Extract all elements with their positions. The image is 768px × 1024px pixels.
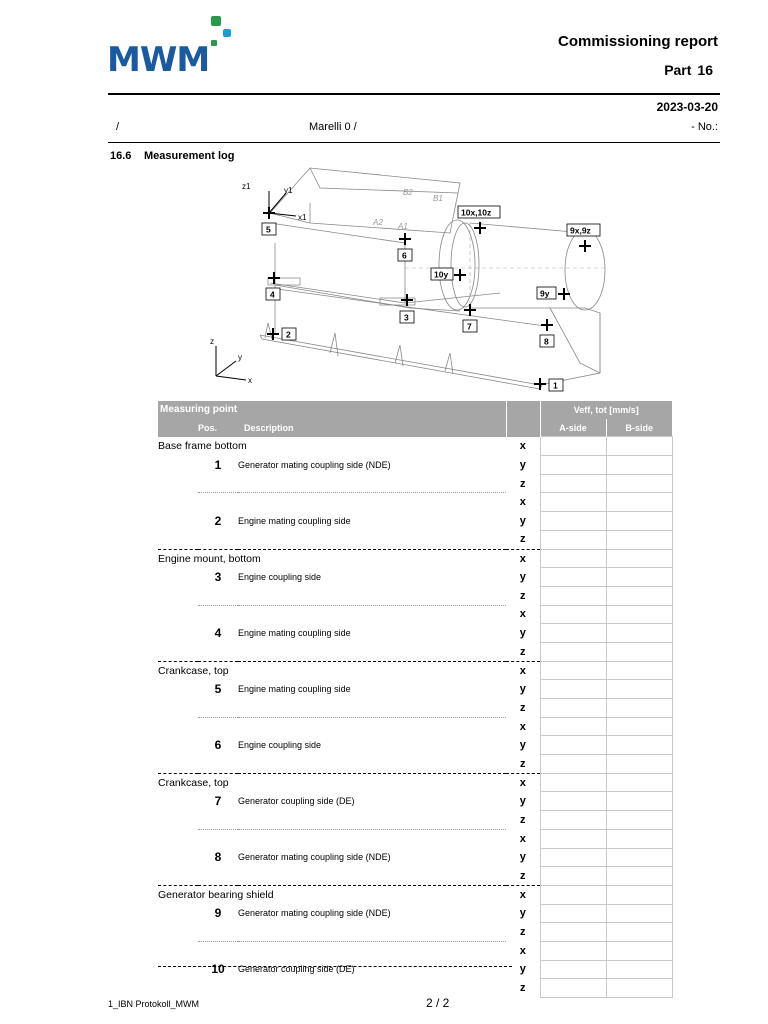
row-spacer <box>198 493 238 512</box>
label-p8: 8 <box>544 336 549 347</box>
axis-label: z <box>520 869 526 882</box>
label-p9xz: 9x,9z <box>570 225 591 236</box>
point-description: Engine mating coupling side <box>238 628 351 639</box>
part-label <box>664 62 713 78</box>
a-side-value-cell[interactable] <box>540 661 606 680</box>
table-row <box>158 493 672 512</box>
label-p7: 7 <box>467 321 472 332</box>
b-side-value-cell[interactable] <box>606 792 672 811</box>
table-row <box>158 568 672 587</box>
label-p2: 2 <box>286 329 291 340</box>
point-position: 6 <box>214 738 222 753</box>
section-number: 16.6 <box>110 150 132 162</box>
measurement-diagram <box>200 163 620 395</box>
table-row <box>158 549 672 568</box>
row-spacer <box>238 493 506 512</box>
axis-label: y <box>519 458 526 471</box>
row-spacer <box>238 941 506 960</box>
row-spacer <box>158 941 198 960</box>
header-blank <box>158 419 198 437</box>
axis-label: x <box>519 608 526 621</box>
logo-text: MWM <box>107 40 210 80</box>
label-p4: 4 <box>270 289 275 300</box>
axis-label: y <box>519 571 526 584</box>
point-description: Generator mating coupling side (NDE) <box>238 908 391 919</box>
row-spacer <box>198 829 238 848</box>
a-side-value-cell[interactable] <box>540 456 606 475</box>
row-spacer <box>238 605 506 624</box>
b-side-value-cell[interactable] <box>606 437 672 456</box>
axis-label: x <box>519 440 526 453</box>
label-x: x <box>248 376 252 385</box>
a-side-value-cell[interactable] <box>540 717 606 736</box>
axis-label: z <box>520 982 526 995</box>
point-position: 9 <box>214 906 222 921</box>
row-spacer <box>198 474 238 493</box>
row-spacer <box>238 923 506 942</box>
b-side-value-cell[interactable] <box>606 512 672 531</box>
footer-page-number: 2 / 2 <box>426 996 450 1010</box>
row-spacer <box>198 699 238 718</box>
table-row <box>158 717 672 736</box>
a-side-value-cell[interactable] <box>540 624 606 643</box>
axis-label: x <box>519 944 526 957</box>
table-row <box>158 941 672 960</box>
row-spacer <box>238 979 506 998</box>
label-p5: 5 <box>266 224 271 235</box>
meta-center: Marelli 0 / <box>309 121 357 133</box>
point-position: 1 <box>214 457 222 472</box>
axis-label: y <box>519 514 526 527</box>
row-spacer <box>198 605 238 624</box>
b-side-value-cell[interactable] <box>606 661 672 680</box>
a-side-value-cell[interactable] <box>540 474 606 493</box>
table-row <box>158 437 672 456</box>
row-spacer <box>198 941 238 960</box>
table-row <box>158 680 672 699</box>
point-position: 4 <box>214 626 222 641</box>
axis-label: z <box>520 533 526 546</box>
row-spacer <box>198 717 238 736</box>
table-row <box>158 530 672 549</box>
table-row <box>158 811 672 830</box>
row-spacer <box>158 736 198 755</box>
point-description: Engine mating coupling side <box>238 684 351 695</box>
measurement-table <box>158 401 673 998</box>
axis-label: z <box>520 589 526 602</box>
table-row <box>158 979 672 998</box>
label-p3: 3 <box>404 312 409 323</box>
row-spacer <box>158 829 198 848</box>
b-side-value-cell[interactable] <box>606 568 672 587</box>
b-side-value-cell[interactable] <box>606 829 672 848</box>
table-row <box>158 736 672 755</box>
row-spacer <box>158 624 198 643</box>
b-side-value-cell[interactable] <box>606 493 672 512</box>
meta-left: / <box>116 121 120 133</box>
header-b-side: B-side <box>606 419 672 437</box>
row-spacer <box>238 586 506 605</box>
table-row <box>158 773 672 792</box>
row-spacer <box>238 829 506 848</box>
a-side-value-cell[interactable] <box>540 605 606 624</box>
b-side-value-cell[interactable] <box>606 699 672 718</box>
row-spacer <box>158 568 198 587</box>
label-a1: A1 <box>398 222 408 231</box>
b-side-value-cell[interactable] <box>606 867 672 886</box>
a-side-value-cell[interactable] <box>540 437 606 456</box>
row-spacer <box>158 792 198 811</box>
b-side-value-cell[interactable] <box>606 941 672 960</box>
b-side-value-cell[interactable] <box>606 530 672 549</box>
meta-rule <box>108 142 720 143</box>
report-title: Commissioning report <box>557 33 718 50</box>
row-spacer <box>238 811 506 830</box>
point-description: Generator mating coupling side (NDE) <box>238 459 391 470</box>
row-spacer <box>198 530 238 549</box>
label-b2: B2 <box>403 188 413 197</box>
table-row <box>158 586 672 605</box>
table-row <box>158 456 672 475</box>
meta-number: - No.: <box>691 121 718 133</box>
header-description: Description <box>238 419 506 437</box>
table-row <box>158 904 672 923</box>
b-side-value-cell[interactable] <box>606 736 672 755</box>
table-row <box>158 923 672 942</box>
row-spacer <box>158 979 198 998</box>
a-side-value-cell[interactable] <box>540 792 606 811</box>
a-side-value-cell[interactable] <box>540 530 606 549</box>
group-name: Base frame bottom <box>158 440 247 453</box>
table-row <box>158 848 672 867</box>
row-spacer <box>198 811 238 830</box>
a-side-value-cell[interactable] <box>540 904 606 923</box>
row-spacer <box>158 717 198 736</box>
axis-label: y <box>519 627 526 640</box>
axis-label: x <box>519 496 526 509</box>
a-side-value-cell[interactable] <box>540 549 606 568</box>
row-spacer <box>198 923 238 942</box>
row-spacer <box>198 586 238 605</box>
label-y: y <box>238 353 242 362</box>
table-row <box>158 755 672 774</box>
b-side-value-cell[interactable] <box>606 642 672 661</box>
axis-label: x <box>506 885 540 904</box>
part-number: 16 <box>697 62 713 78</box>
label-p10xz: 10x,10z <box>461 207 492 218</box>
a-side-value-cell[interactable] <box>540 885 606 904</box>
label-b1: B1 <box>433 194 443 203</box>
point-description: Engine coupling side <box>238 572 322 583</box>
a-side-value-cell[interactable] <box>540 736 606 755</box>
row-spacer <box>158 493 198 512</box>
row-spacer <box>158 456 198 475</box>
a-side-value-cell[interactable] <box>540 699 606 718</box>
a-side-value-cell[interactable] <box>540 773 606 792</box>
a-side-value-cell[interactable] <box>540 960 606 979</box>
b-side-value-cell[interactable] <box>606 923 672 942</box>
row-spacer <box>158 923 198 942</box>
label-z: z <box>210 337 214 346</box>
table-row <box>158 642 672 661</box>
point-description: Engine mating coupling side <box>238 515 351 526</box>
point-position: 8 <box>214 850 222 865</box>
row-spacer <box>238 474 506 493</box>
table-row <box>158 867 672 886</box>
table-row <box>158 661 672 680</box>
point-description: Generator mating coupling side (NDE) <box>238 852 391 863</box>
section-title: Measurement log <box>144 150 235 162</box>
b-side-value-cell[interactable] <box>606 904 672 923</box>
header-rule <box>108 93 720 95</box>
row-spacer <box>158 699 198 718</box>
row-spacer <box>158 960 198 979</box>
a-side-value-cell[interactable] <box>540 867 606 886</box>
row-spacer <box>158 512 198 531</box>
a-side-value-cell[interactable] <box>540 642 606 661</box>
measurement-body <box>158 437 672 998</box>
row-spacer <box>158 755 198 774</box>
row-spacer <box>158 642 198 661</box>
table-row <box>158 624 672 643</box>
axis-label: x <box>506 661 540 680</box>
b-side-value-cell[interactable] <box>606 755 672 774</box>
footer-document-name: 1_IBN Protokoll_MWM <box>108 999 200 1009</box>
row-spacer <box>198 979 238 998</box>
a-side-value-cell[interactable] <box>540 811 606 830</box>
axis-label: x <box>519 832 526 845</box>
row-spacer <box>238 867 506 886</box>
table-bottom-rule <box>158 966 512 967</box>
axis-label: z <box>520 701 526 714</box>
axis-label: y <box>519 907 526 920</box>
table-row <box>158 605 672 624</box>
table-row <box>158 512 672 531</box>
row-spacer <box>158 904 198 923</box>
a-side-value-cell[interactable] <box>540 941 606 960</box>
point-description: Engine coupling side <box>238 740 322 751</box>
axis-label: z <box>520 813 526 826</box>
row-spacer <box>158 680 198 699</box>
a-side-value-cell[interactable] <box>540 829 606 848</box>
group-name: Generator bearing shield <box>158 885 506 904</box>
mwm-logo <box>107 16 237 80</box>
label-a2: A2 <box>373 218 383 227</box>
b-side-value-cell[interactable] <box>606 773 672 792</box>
b-side-value-cell[interactable] <box>606 680 672 699</box>
b-side-value-cell[interactable] <box>606 456 672 475</box>
point-position: 2 <box>214 513 222 528</box>
axis-label: y <box>519 795 526 808</box>
header-measuring-point: Measuring point <box>158 401 506 419</box>
b-side-value-cell[interactable] <box>606 979 672 998</box>
axis-label: y <box>519 739 526 752</box>
point-position: 10 <box>211 962 225 977</box>
label-p1: 1 <box>553 380 558 391</box>
point-position: 3 <box>214 570 222 585</box>
header-axis <box>506 419 540 437</box>
axis-label: z <box>520 757 526 770</box>
label-x1: x1 <box>298 213 307 222</box>
label-y1: y1 <box>284 186 293 195</box>
row-spacer <box>198 755 238 774</box>
a-side-value-cell[interactable] <box>540 493 606 512</box>
row-spacer <box>198 642 238 661</box>
axis-label: y <box>519 851 526 864</box>
row-spacer <box>158 811 198 830</box>
table-row <box>158 829 672 848</box>
point-position: 7 <box>214 794 222 809</box>
point-description: Generator coupling side (DE) <box>238 796 355 807</box>
b-side-value-cell[interactable] <box>606 885 672 904</box>
table-row <box>158 960 672 979</box>
b-side-value-cell[interactable] <box>606 474 672 493</box>
label-p6: 6 <box>402 250 407 261</box>
table-row <box>158 792 672 811</box>
report-date: 2023-03-20 <box>656 100 718 114</box>
b-side-value-cell[interactable] <box>606 605 672 624</box>
header-pos: Pos. <box>198 419 238 437</box>
b-side-value-cell[interactable] <box>606 848 672 867</box>
axis-label: x <box>519 720 526 733</box>
a-side-value-cell[interactable] <box>540 568 606 587</box>
a-side-value-cell[interactable] <box>540 848 606 867</box>
a-side-value-cell[interactable] <box>540 512 606 531</box>
axis-label: z <box>520 926 526 939</box>
label-p9y: 9y <box>540 288 550 299</box>
a-side-value-cell[interactable] <box>540 755 606 774</box>
row-spacer <box>238 755 506 774</box>
header-veff: Veff, tot [mm/s] <box>540 401 672 419</box>
group-name: Engine mount, bottom <box>158 549 506 568</box>
label-p10y: 10y <box>434 269 449 280</box>
b-side-value-cell[interactable] <box>606 717 672 736</box>
row-spacer <box>238 530 506 549</box>
axis-label: x <box>506 773 540 792</box>
row-spacer <box>238 642 506 661</box>
b-side-value-cell[interactable] <box>606 960 672 979</box>
a-side-value-cell[interactable] <box>540 979 606 998</box>
header-a-side: A-side <box>540 419 606 437</box>
a-side-value-cell[interactable] <box>540 680 606 699</box>
axis-label: y <box>519 683 526 696</box>
group-name: Crankcase, top <box>158 773 506 792</box>
table-row <box>158 885 672 904</box>
row-spacer <box>158 530 198 549</box>
row-spacer <box>158 848 198 867</box>
row-spacer <box>158 867 198 886</box>
a-side-value-cell[interactable] <box>540 923 606 942</box>
part-label-text: Part <box>664 62 692 78</box>
table-row <box>158 699 672 718</box>
point-position: 5 <box>214 682 222 697</box>
axis-label: x <box>506 549 540 568</box>
row-spacer <box>238 699 506 718</box>
point-description: Generator coupling side (DE) <box>238 964 355 975</box>
label-z1: z1 <box>242 182 251 191</box>
row-spacer <box>238 717 506 736</box>
b-side-value-cell[interactable] <box>606 586 672 605</box>
row-spacer <box>158 474 198 493</box>
header-axis-blank <box>506 401 540 419</box>
b-side-value-cell[interactable] <box>606 811 672 830</box>
row-spacer <box>198 867 238 886</box>
axis-label: z <box>520 645 526 658</box>
row-spacer <box>158 605 198 624</box>
a-side-value-cell[interactable] <box>540 586 606 605</box>
axis-label: y <box>519 963 526 976</box>
row-spacer <box>158 586 198 605</box>
b-side-value-cell[interactable] <box>606 624 672 643</box>
group-name: Crankcase, top <box>158 661 506 680</box>
axis-label: z <box>520 477 526 490</box>
genset-drawing <box>200 163 620 395</box>
table-row <box>158 474 672 493</box>
b-side-value-cell[interactable] <box>606 549 672 568</box>
